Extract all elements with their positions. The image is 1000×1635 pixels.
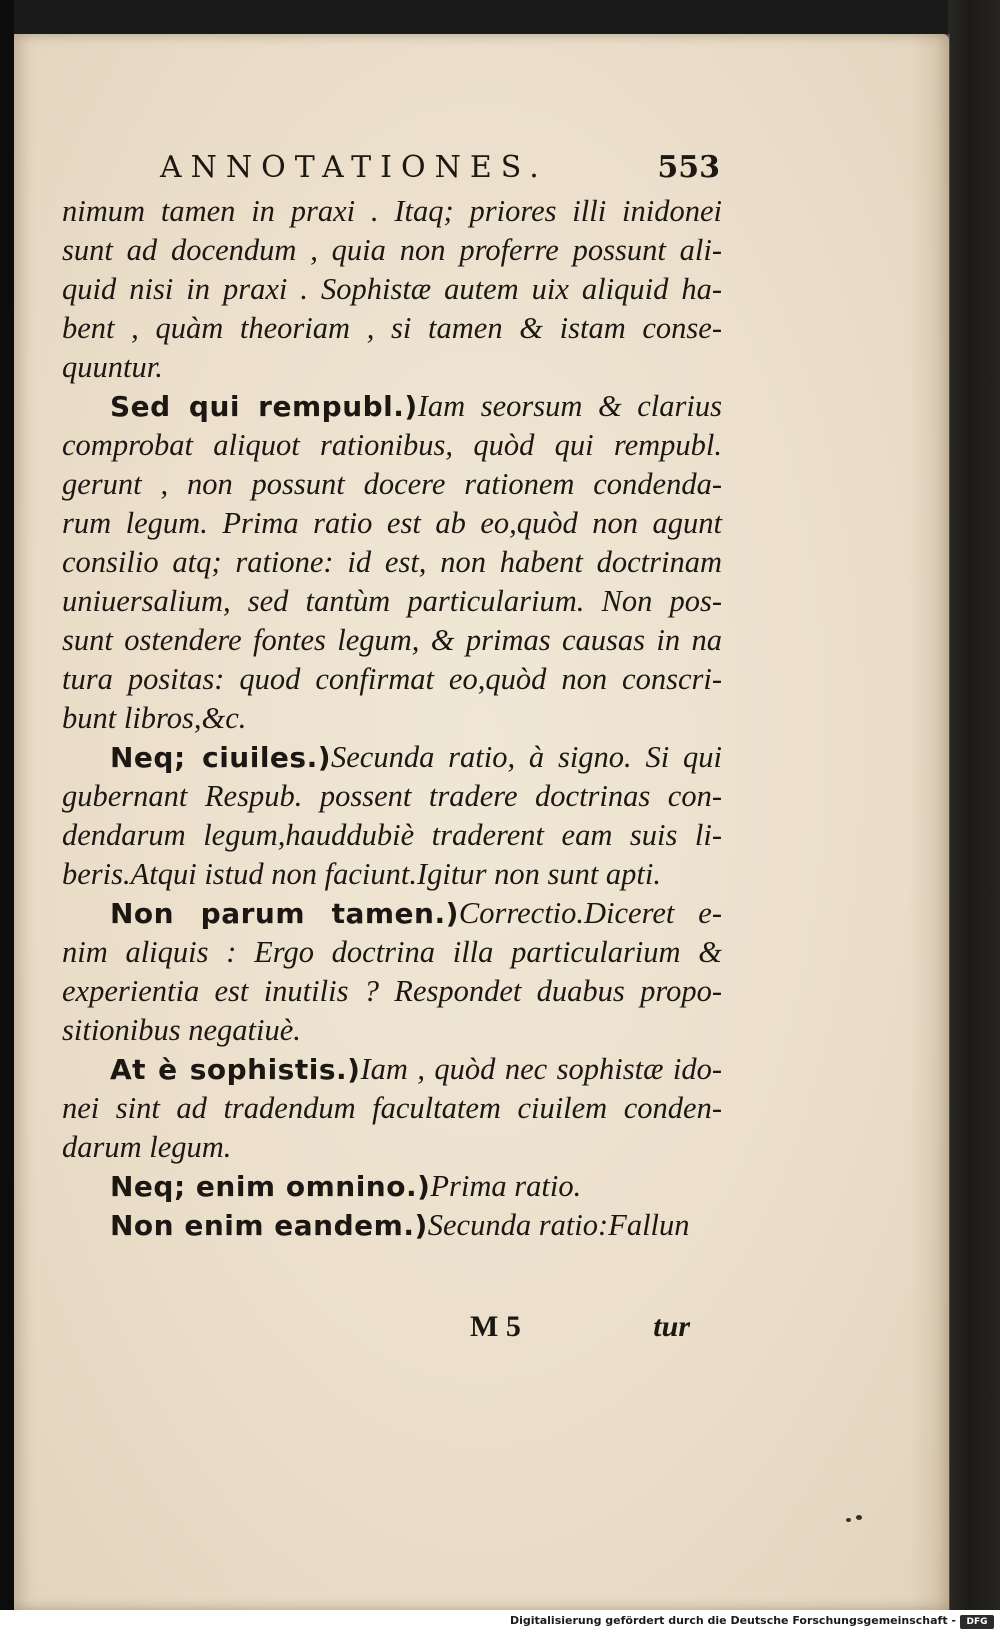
text-line: [62, 1167, 722, 1206]
line-text: beris.Atqui istud non faciunt.Igitur non sunt apti.: [62, 857, 661, 891]
paper-speck: [856, 1515, 862, 1520]
line-text: bunt libros,&c.: [62, 701, 247, 735]
paragraph: [62, 192, 722, 387]
page-number: 553: [657, 150, 720, 185]
line-text: tura positas: quod confirmat eo,quòd non conscri-: [62, 662, 722, 696]
page-fore-edge: [910, 34, 950, 1610]
binding-edge: [0, 0, 14, 1635]
text-line: [62, 426, 722, 465]
text-line: [62, 1206, 722, 1245]
book-cover-edge: [948, 0, 1000, 1610]
line-text: quuntur.: [62, 350, 163, 384]
body-text: [62, 192, 722, 1245]
footer-bar: [0, 1610, 1000, 1635]
line-text: rum legum. Prima ratio est ab eo,quòd non agunt: [62, 506, 722, 540]
line-text: Iam seorsum & clarius: [417, 389, 722, 423]
text-line: [62, 270, 722, 309]
lemma-heading: Non parum tamen.): [110, 897, 459, 930]
text-line: [62, 1128, 722, 1167]
text-line: [62, 933, 722, 972]
text-line: [62, 231, 722, 270]
line-text: sunt ostendere fontes legum, & primas causas in na: [62, 623, 722, 657]
cover-top-edge: [0, 0, 1000, 34]
text-line: [62, 621, 722, 660]
paragraph: [62, 894, 722, 1050]
text-line: [62, 1089, 722, 1128]
line-text: dendarum legum,hauddubiè traderent eam suis li-: [62, 818, 722, 852]
line-text: experientia est inutilis ? Respondet duabus propo-: [62, 974, 722, 1008]
line-text: Iam , quòd nec sophistæ ido-: [360, 1052, 723, 1086]
paragraph: [62, 1050, 722, 1167]
line-text: bent , quàm theoriam , si tamen & istam conse-: [62, 311, 722, 345]
text-line: [62, 387, 722, 426]
running-head-title: ANNOTATIONES.: [160, 150, 548, 185]
line-text: quid nisi in praxi . Sophistæ autem uix aliquid ha-: [62, 272, 722, 306]
text-line: [62, 855, 722, 894]
paragraph: [62, 387, 722, 738]
line-text: darum legum.: [62, 1130, 232, 1164]
line-text: gubernant Respub. possent tradere doctrinas con-: [62, 779, 722, 813]
line-text: Secunda ratio:Fallun: [427, 1208, 690, 1242]
lemma-heading: Neq; enim omnino.): [110, 1170, 431, 1203]
paragraph: [62, 1167, 722, 1206]
text-line: [62, 192, 722, 231]
line-text: uniuersalium, sed tantùm particularium. Non pos-: [62, 584, 722, 618]
paragraph: [62, 738, 722, 894]
lemma-heading: At è sophistis.): [110, 1053, 361, 1086]
signature-line: [470, 1310, 690, 1350]
text-line: [62, 660, 722, 699]
digitization-credit: Digitalisierung gefördert durch die Deutsche Forschungsgemeinschaft -: [509, 1614, 956, 1627]
text-line: [62, 504, 722, 543]
text-line: [62, 1050, 722, 1089]
line-text: Secunda ratio, à signo. Si qui: [331, 740, 722, 774]
line-text: Correctio.Diceret e-: [458, 896, 722, 930]
lemma-heading: Sed qui rempubl.): [110, 390, 418, 423]
text-line: [62, 582, 722, 621]
running-head: [160, 150, 720, 190]
text-line: [62, 1011, 722, 1050]
line-text: comprobat aliquot rationibus, quòd qui rempubl.: [62, 428, 722, 462]
text-line: [62, 348, 722, 387]
line-text: nei sint ad tradendum facultatem ciuilem conden-: [62, 1091, 722, 1125]
text-line: [62, 816, 722, 855]
lemma-heading: Neq; ciuiles.): [110, 741, 332, 774]
text-line: [62, 465, 722, 504]
text-line: [62, 543, 722, 582]
paragraph: [62, 1206, 722, 1245]
dfg-logo: DFG: [960, 1615, 994, 1629]
line-text: nimum tamen in praxi . Itaq; priores illi inidonei: [62, 194, 722, 228]
lemma-heading: Non enim eandem.): [110, 1209, 428, 1242]
signature-mark: M 5: [470, 1310, 521, 1343]
line-text: Prima ratio.: [430, 1169, 582, 1203]
line-text: gerunt , non possunt docere rationem condenda-: [62, 467, 722, 501]
catchword: tur: [653, 1310, 690, 1343]
paper-speck: [846, 1518, 851, 1522]
line-text: nim aliquis : Ergo doctrina illa particularium &: [62, 935, 722, 969]
text-line: [62, 309, 722, 348]
text-line: [62, 699, 722, 738]
text-line: [62, 738, 722, 777]
text-line: [62, 777, 722, 816]
text-line: [62, 894, 722, 933]
text-line: [62, 972, 722, 1011]
line-text: sunt ad docendum , quia non proferre possunt ali-: [62, 233, 722, 267]
line-text: consilio atq; ratione: id est, non habent doctrinam: [62, 545, 722, 579]
line-text: sitionibus negatiuè.: [62, 1013, 301, 1047]
